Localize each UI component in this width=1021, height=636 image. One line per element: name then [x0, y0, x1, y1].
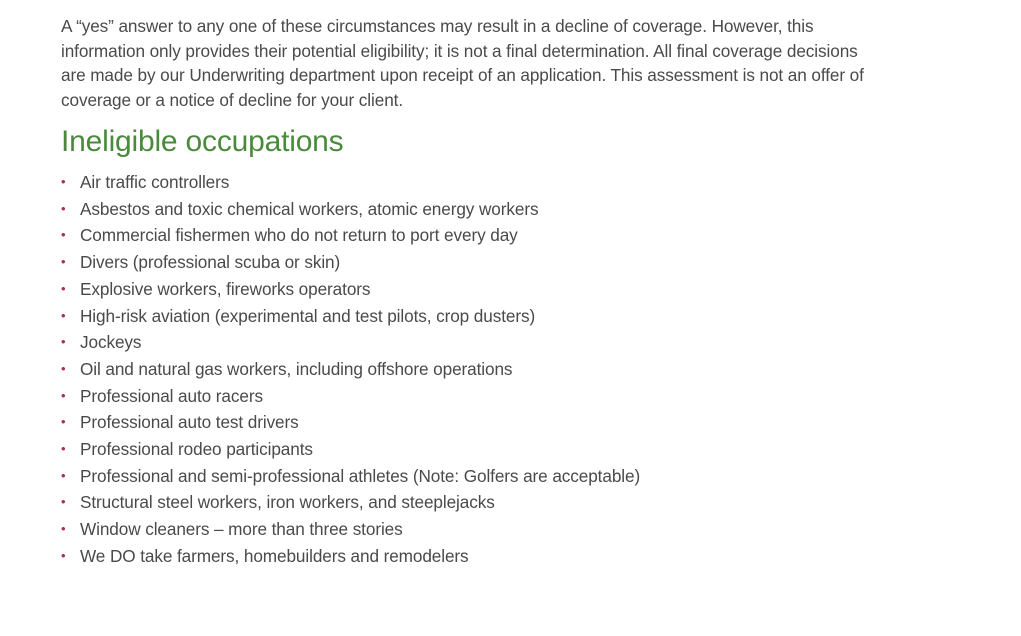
list-item-text: Commercial fishermen who do not return to port every day — [80, 225, 518, 246]
list-item-text: We DO take farmers, homebuilders and remodelers — [80, 545, 469, 566]
intro-line: information only provides their potential eligibility; it is not a final determination. All final coverage decisions — [61, 40, 858, 61]
list-item-text: Air traffic controllers — [80, 172, 230, 192]
list-item — [61, 249, 991, 276]
list-item — [61, 356, 991, 383]
list-item — [61, 276, 991, 303]
list-item — [61, 169, 991, 196]
bullet-icon: • — [61, 307, 66, 323]
list-item-text: Professional rodeo participants — [80, 439, 313, 460]
bullet-icon: • — [61, 414, 66, 430]
list-item — [61, 196, 991, 223]
list-item-text: High-risk aviation (experimental and test pilots, crop dusters) — [80, 305, 536, 326]
intro-line: coverage or a notice of decline for your client. — [61, 89, 404, 110]
list-item-text: Structural steel workers, iron workers, and steeplejacks — [80, 492, 495, 513]
bullet-icon: • — [61, 227, 66, 243]
list-item-text: Professional auto test drivers — [80, 412, 299, 433]
bullet-icon: • — [61, 360, 66, 376]
section-heading: Ineligible occupations — [61, 125, 344, 158]
list-item — [61, 436, 991, 463]
list-item-text: Professional auto racers — [80, 385, 263, 406]
list-item-text: Jockeys — [80, 332, 142, 353]
bullet-icon: • — [61, 334, 66, 350]
intro-paragraph — [61, 14, 991, 112]
intro-line: A “yes” answer to any one of these circumstances may result in a decline of coverage. However, this — [61, 16, 814, 36]
bullet-icon: • — [61, 521, 66, 537]
bullet-icon: • — [61, 200, 66, 216]
bullet-icon: • — [61, 280, 66, 296]
list-item — [61, 516, 991, 543]
bullet-icon: • — [61, 254, 66, 270]
list-item — [61, 489, 991, 516]
list-item-text: Window cleaners – more than three stories — [80, 519, 403, 540]
list-item-text: Professional and semi-professional athletes (Note: Golfers are acceptable) — [80, 465, 641, 486]
list-item — [61, 222, 991, 249]
list-item-text: Oil and natural gas workers, including offshore operations — [80, 358, 513, 379]
bullet-icon: • — [61, 174, 66, 189]
list-item-text: Divers (professional scuba or skin) — [80, 252, 341, 273]
list-item — [61, 383, 991, 410]
bullet-icon: • — [61, 387, 66, 403]
list-item — [61, 463, 991, 490]
document-page — [61, 14, 991, 570]
bullet-icon: • — [61, 441, 66, 457]
list-item — [61, 409, 991, 436]
bullet-icon: • — [61, 467, 66, 483]
intro-line: are made by our Underwriting department upon receipt of an application. This assessment is not an offer of — [61, 65, 864, 85]
list-item-text: Asbestos and toxic chemical workers, atomic energy workers — [80, 198, 539, 219]
list-item — [61, 303, 991, 330]
bullet-icon: • — [61, 494, 66, 510]
list-item — [61, 543, 991, 570]
ineligible-occupations-list — [61, 169, 991, 570]
bullet-icon: • — [61, 547, 66, 563]
list-item-text: Explosive workers, fireworks operators — [80, 278, 371, 299]
list-item — [61, 329, 991, 356]
